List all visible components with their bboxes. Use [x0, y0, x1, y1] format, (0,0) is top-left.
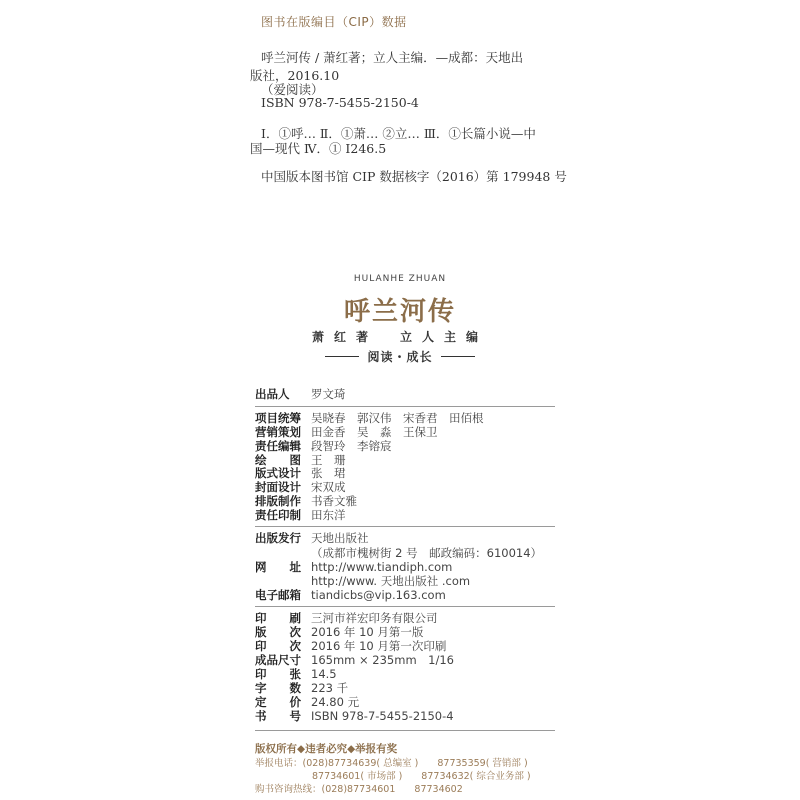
cip-line: （爱阅读） [261, 82, 324, 97]
cip-line: ISBN 978-7-5455-2150-4 [261, 95, 419, 110]
credit-label: 责任印制 [255, 508, 301, 522]
print-label: 定 价 [255, 695, 301, 709]
credit-value: 罗文琦 [311, 387, 346, 401]
credit-row [255, 495, 357, 508]
cip-line: 呼兰河传 / 萧红著；立人主编．—成都：天地出 [261, 50, 524, 65]
credit-label: 项目统筹 [255, 411, 301, 425]
print-label: 印 刷 [255, 611, 301, 625]
credit-value: 田金香 吴 淼 王保卫 [311, 425, 438, 439]
print-label: 字 数 [255, 681, 301, 695]
cip-line: Ⅰ．①呼… Ⅱ．①萧… ②立… Ⅲ．①长篇小说—中 [261, 126, 536, 141]
print-label: 版 次 [255, 625, 301, 639]
cip-line: 中国版本图书馆 CIP 数据核字（2016）第 179948 号 [261, 169, 567, 184]
website-link[interactable]: http://www.tiandiph.com [311, 560, 453, 574]
publish-label: 网 址 [255, 560, 301, 574]
credit-row [255, 481, 346, 494]
print-value: 2016 年 10 月第一次印刷 [311, 639, 447, 653]
credit-label: 绘 图 [255, 453, 301, 467]
copyright-notice: 版权所有◆违者必究◆举报有奖 [255, 743, 398, 755]
book-authors: 萧红著 立人主编 [311, 330, 488, 344]
print-value: 223 千 [311, 681, 349, 695]
publisher-name: 天地出版社 [311, 531, 369, 545]
cip-line: 国—现代 Ⅳ．① I246.5 [250, 141, 387, 156]
credit-row [255, 509, 346, 522]
report-phone-line: 举报电话：(028)87734639( 总编室 ) 87735359( 营销部 ) [255, 758, 528, 769]
credit-row [255, 426, 438, 439]
credit-value: 段智玲 李镕宸 [311, 439, 392, 453]
credit-value: 王 珊 [311, 453, 346, 467]
publish-row [255, 547, 542, 560]
divider [325, 356, 359, 357]
divider [441, 356, 475, 357]
credit-row [255, 440, 392, 453]
publisher-address: （成都市槐树街 2 号 邮政编码：610014） [311, 546, 543, 560]
title-pinyin: HULANHE ZHUAN [353, 274, 447, 284]
publish-row [255, 575, 470, 588]
email-link[interactable]: tiandicbs@vip.163.com [311, 588, 446, 602]
print-value: ISBN 978-7-5455-2150-4 [311, 709, 454, 723]
credit-label: 封面设计 [255, 480, 301, 494]
cip-header: 图书在版编目（CIP）数据 [261, 15, 407, 29]
series-line [0, 348, 800, 365]
divider [255, 730, 555, 731]
credit-label: 出品人 [255, 387, 290, 401]
purchase-hotline: 购书咨询热线：(028)87734601 87734602 [255, 784, 463, 795]
publish-label [255, 547, 311, 560]
publish-label: 出版发行 [255, 531, 301, 545]
print-value: 三河市祥宏印务有限公司 [311, 611, 438, 625]
cip-line: 版社，2016.10 [250, 68, 340, 83]
print-row [255, 668, 337, 681]
credit-row [255, 412, 484, 425]
print-label: 印 张 [255, 667, 301, 681]
credit-label: 排版制作 [255, 494, 301, 508]
print-row [255, 626, 423, 639]
print-label: 成品尺寸 [255, 653, 301, 667]
publish-row [255, 589, 446, 602]
book-title: 呼兰河传 [343, 297, 456, 327]
credit-label: 责任编辑 [255, 439, 301, 453]
publish-label: 电子邮箱 [255, 588, 301, 602]
print-row [255, 696, 359, 709]
publish-label [255, 575, 311, 588]
print-label: 书 号 [255, 709, 301, 723]
credit-value: 张 珺 [311, 466, 346, 480]
publish-row [255, 532, 369, 545]
divider [255, 606, 555, 607]
credit-value: 吴晓春 郭汉伟 宋香君 田佰根 [311, 411, 484, 425]
credit-label: 营销策划 [255, 425, 301, 439]
credit-value: 宋双成 [311, 480, 346, 494]
credit-label: 版式设计 [255, 466, 301, 480]
credit-value: 田东洋 [311, 508, 346, 522]
credit-value: 书香文雅 [311, 494, 357, 508]
print-label: 印 次 [255, 639, 301, 653]
divider [255, 406, 555, 407]
print-row [255, 612, 438, 625]
print-row [255, 682, 348, 695]
print-value: 24.80 元 [311, 695, 360, 709]
print-row [255, 654, 454, 667]
print-row [255, 640, 446, 653]
website-link[interactable]: http://www. 天地出版社 .com [311, 574, 471, 588]
credit-row [255, 388, 346, 401]
credit-row [255, 467, 346, 480]
print-row [255, 710, 454, 723]
print-value: 165mm × 235mm 1/16 [311, 653, 454, 667]
report-phone-line: 87734601( 市场部 ) 87734632( 综合业务部 ) [255, 771, 531, 782]
print-value: 2016 年 10 月第一版 [311, 625, 424, 639]
divider [255, 526, 555, 527]
series-name: 阅读・成长 [367, 350, 433, 364]
publish-row [255, 561, 452, 574]
print-value: 14.5 [311, 667, 337, 681]
